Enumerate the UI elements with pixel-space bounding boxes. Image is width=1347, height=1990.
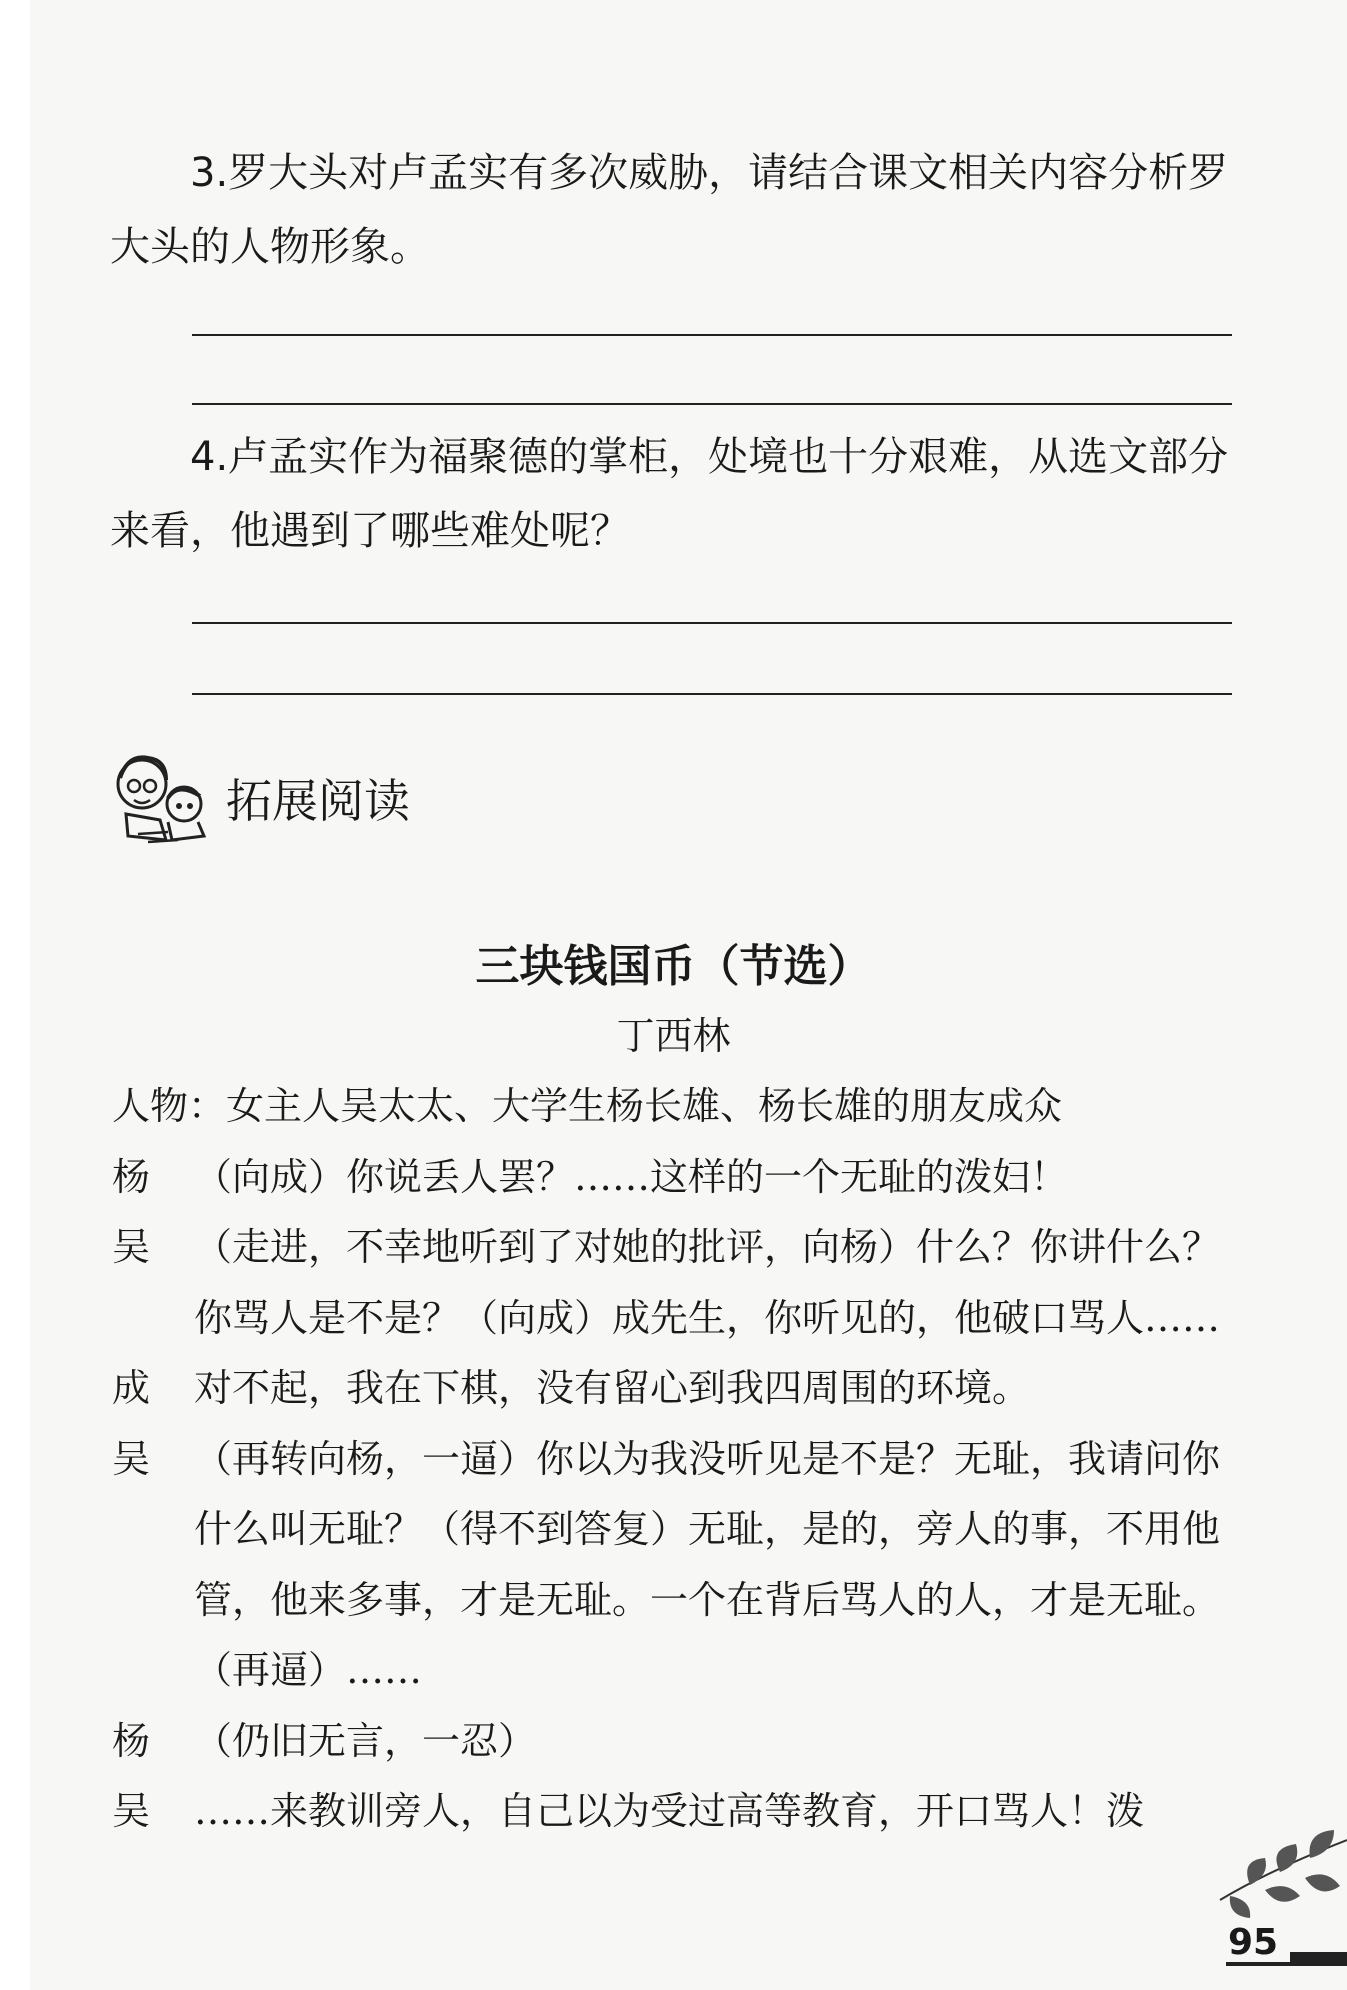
dialogue-line — [112, 1424, 1242, 1706]
answer-line[interactable] — [192, 693, 1232, 695]
dialogue-line — [112, 1212, 1242, 1353]
dialogue-text: 对不起，我在下棋，没有留心到我四周围的环境。 — [194, 1366, 1031, 1410]
speaker: 吴 — [112, 1436, 151, 1481]
dialogue-text: （走进，不幸地听到了对她的批评，向杨）什么？你讲什么？你骂人是不是？（向成）成先生，你听见的，他破口骂人…… — [194, 1225, 1221, 1340]
speaker: 吴 — [112, 1225, 151, 1269]
speaker: 杨 — [112, 1718, 151, 1763]
speaker: 杨 — [112, 1154, 151, 1199]
leaf-decoration-icon — [1210, 1830, 1347, 1930]
page-number-bar — [1290, 1952, 1347, 1962]
article-title: 三块钱国币（节选） — [475, 941, 872, 992]
dialogue-text: （再转向杨，一逼）你以为我没听见是不是？无耻，我请问你什么叫无耻？（得不到答复）无耻，是的，旁人的事，不用他管，他来多事，才是无耻。一个在背后骂人的人，才是无耻。（再逼）…… — [194, 1436, 1221, 1692]
question-text: 卢孟实作为福聚德的掌柜，处境也十分艰难，从选文部分来看，他遇到了哪些难处呢？ — [110, 434, 1229, 554]
question-text: 罗大头对卢孟实有多次威胁，请结合课文相关内容分析罗大头的人物形象。 — [110, 150, 1229, 270]
page-number: 95 — [1228, 1922, 1279, 1963]
section-title: 拓展阅读 — [226, 774, 410, 828]
section-heading — [108, 748, 410, 848]
question-4 — [110, 420, 1240, 568]
dialogue-text: （向成）你说丢人罢？……这样的一个无耻的泼妇！ — [194, 1154, 1069, 1199]
speaker: 吴 — [112, 1789, 151, 1833]
answer-line[interactable] — [192, 403, 1232, 405]
reading-kids-icon — [108, 748, 218, 848]
answer-line[interactable] — [192, 334, 1232, 336]
article-author: 丁西林 — [616, 1014, 731, 1058]
characters-line: 人物：女主人吴太太、大学生杨长雄、杨长雄的朋友成众 — [112, 1084, 1063, 1128]
dialogue-line — [112, 1706, 1242, 1777]
speaker: 成 — [112, 1366, 151, 1410]
question-3 — [110, 136, 1240, 284]
question-number: 3. — [190, 150, 229, 196]
dialogue-text: ……来教训旁人，自己以为受过高等教育，开口骂人！泼 — [194, 1789, 1145, 1833]
dialogue-line — [112, 1353, 1242, 1424]
answer-line[interactable] — [192, 622, 1232, 624]
play-text — [112, 1071, 1242, 1847]
dialogue-line — [112, 1776, 1242, 1847]
question-number: 4. — [190, 434, 229, 480]
dialogue-text: （仍旧无言，一忍） — [194, 1718, 537, 1763]
dialogue-line — [112, 1142, 1242, 1213]
